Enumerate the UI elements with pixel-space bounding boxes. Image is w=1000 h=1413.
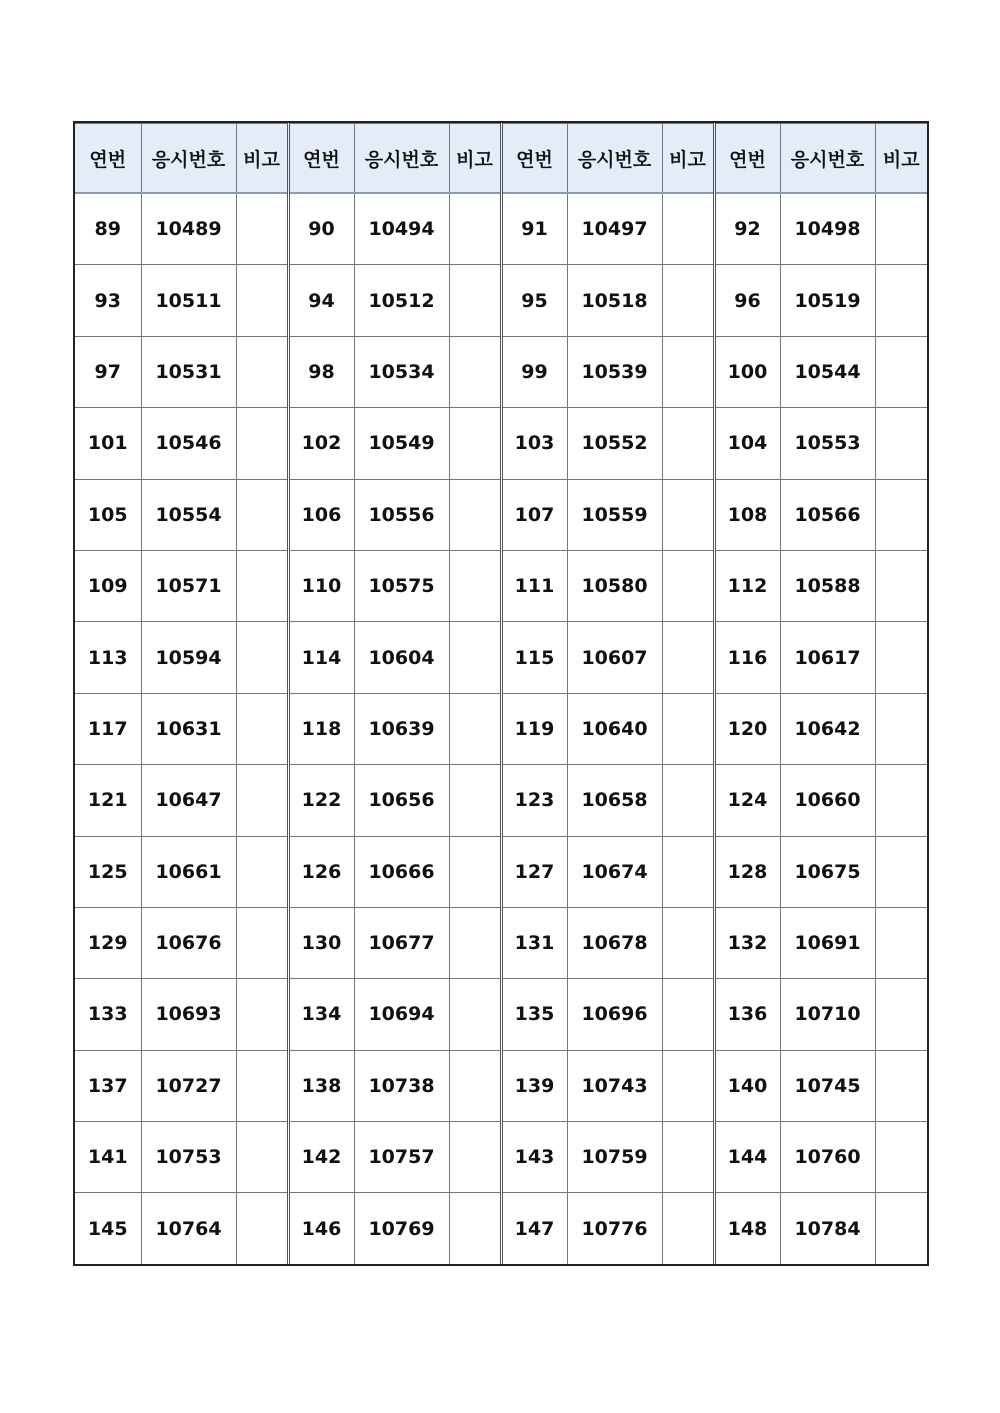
remarks-cell bbox=[449, 1122, 501, 1193]
remarks-cell bbox=[236, 479, 288, 550]
serial-number-cell: 135 bbox=[501, 979, 567, 1050]
applicant-number-cell: 10534 bbox=[354, 336, 449, 407]
serial-number-cell: 99 bbox=[501, 336, 567, 407]
remarks-cell bbox=[662, 1050, 714, 1121]
serial-number-cell: 119 bbox=[501, 693, 567, 764]
applicant-number-cell: 10656 bbox=[354, 765, 449, 836]
serial-number-cell: 145 bbox=[75, 1193, 141, 1264]
applicant-number-cell: 10594 bbox=[141, 622, 236, 693]
applicant-number-cell: 10678 bbox=[567, 907, 662, 978]
remarks-cell bbox=[236, 693, 288, 764]
remarks-cell bbox=[449, 765, 501, 836]
header-serial-number: 연번 bbox=[75, 124, 141, 194]
table-row bbox=[75, 1122, 927, 1193]
serial-number-cell: 118 bbox=[288, 693, 354, 764]
serial-number-cell: 138 bbox=[288, 1050, 354, 1121]
serial-number-cell: 139 bbox=[501, 1050, 567, 1121]
table-body bbox=[75, 193, 927, 1264]
header-applicant-number: 응시번호 bbox=[141, 124, 236, 194]
serial-number-cell: 141 bbox=[75, 1122, 141, 1193]
applicant-number-cell: 10531 bbox=[141, 336, 236, 407]
applicant-number-cell: 10617 bbox=[780, 622, 875, 693]
table-row bbox=[75, 693, 927, 764]
applicant-number-cell: 10674 bbox=[567, 836, 662, 907]
serial-number-cell: 120 bbox=[714, 693, 780, 764]
applicant-number-cell: 10489 bbox=[141, 193, 236, 265]
applicant-number-cell: 10498 bbox=[780, 193, 875, 265]
remarks-cell bbox=[875, 479, 927, 550]
serial-number-cell: 98 bbox=[288, 336, 354, 407]
applicant-number-cell: 10631 bbox=[141, 693, 236, 764]
applicant-number-cell: 10497 bbox=[567, 193, 662, 265]
header-remarks: 비고 bbox=[875, 124, 927, 194]
header-remarks: 비고 bbox=[236, 124, 288, 194]
table-row bbox=[75, 193, 927, 265]
table-row bbox=[75, 836, 927, 907]
remarks-cell bbox=[875, 408, 927, 479]
table-row bbox=[75, 265, 927, 336]
remarks-cell bbox=[875, 265, 927, 336]
remarks-cell bbox=[449, 193, 501, 265]
applicant-number-cell: 10658 bbox=[567, 765, 662, 836]
header-applicant-number: 응시번호 bbox=[354, 124, 449, 194]
serial-number-cell: 140 bbox=[714, 1050, 780, 1121]
serial-number-cell: 107 bbox=[501, 479, 567, 550]
serial-number-cell: 100 bbox=[714, 336, 780, 407]
serial-number-cell: 89 bbox=[75, 193, 141, 265]
table-row bbox=[75, 550, 927, 621]
serial-number-cell: 130 bbox=[288, 907, 354, 978]
applicant-number-table-container bbox=[73, 121, 929, 1266]
remarks-cell bbox=[662, 265, 714, 336]
applicant-number-cell: 10647 bbox=[141, 765, 236, 836]
table-row bbox=[75, 408, 927, 479]
serial-number-cell: 123 bbox=[501, 765, 567, 836]
remarks-cell bbox=[662, 1193, 714, 1264]
remarks-cell bbox=[662, 622, 714, 693]
serial-number-cell: 121 bbox=[75, 765, 141, 836]
remarks-cell bbox=[875, 765, 927, 836]
header-row bbox=[75, 124, 927, 194]
serial-number-cell: 147 bbox=[501, 1193, 567, 1264]
header-serial-number: 연번 bbox=[501, 124, 567, 194]
serial-number-cell: 128 bbox=[714, 836, 780, 907]
remarks-cell bbox=[236, 1050, 288, 1121]
serial-number-cell: 122 bbox=[288, 765, 354, 836]
serial-number-cell: 105 bbox=[75, 479, 141, 550]
remarks-cell bbox=[449, 622, 501, 693]
serial-number-cell: 117 bbox=[75, 693, 141, 764]
remarks-cell bbox=[875, 836, 927, 907]
applicant-number-cell: 10553 bbox=[780, 408, 875, 479]
remarks-cell bbox=[662, 979, 714, 1050]
serial-number-cell: 110 bbox=[288, 550, 354, 621]
table-row bbox=[75, 1193, 927, 1264]
applicant-number-cell: 10512 bbox=[354, 265, 449, 336]
serial-number-cell: 126 bbox=[288, 836, 354, 907]
serial-number-cell: 132 bbox=[714, 907, 780, 978]
table-row bbox=[75, 622, 927, 693]
remarks-cell bbox=[662, 836, 714, 907]
applicant-number-cell: 10693 bbox=[141, 979, 236, 1050]
serial-number-cell: 131 bbox=[501, 907, 567, 978]
remarks-cell bbox=[662, 550, 714, 621]
serial-number-cell: 148 bbox=[714, 1193, 780, 1264]
remarks-cell bbox=[449, 1050, 501, 1121]
serial-number-cell: 97 bbox=[75, 336, 141, 407]
applicant-number-cell: 10639 bbox=[354, 693, 449, 764]
applicant-number-cell: 10676 bbox=[141, 907, 236, 978]
applicant-number-cell: 10776 bbox=[567, 1193, 662, 1264]
serial-number-cell: 134 bbox=[288, 979, 354, 1050]
applicant-number-cell: 10494 bbox=[354, 193, 449, 265]
serial-number-cell: 142 bbox=[288, 1122, 354, 1193]
table-row bbox=[75, 1050, 927, 1121]
serial-number-cell: 125 bbox=[75, 836, 141, 907]
serial-number-cell: 146 bbox=[288, 1193, 354, 1264]
applicant-number-cell: 10642 bbox=[780, 693, 875, 764]
applicant-number-cell: 10660 bbox=[780, 765, 875, 836]
serial-number-cell: 112 bbox=[714, 550, 780, 621]
serial-number-cell: 116 bbox=[714, 622, 780, 693]
serial-number-cell: 92 bbox=[714, 193, 780, 265]
applicant-number-cell: 10769 bbox=[354, 1193, 449, 1264]
remarks-cell bbox=[875, 693, 927, 764]
serial-number-cell: 90 bbox=[288, 193, 354, 265]
serial-number-cell: 93 bbox=[75, 265, 141, 336]
remarks-cell bbox=[236, 336, 288, 407]
applicant-number-cell: 10764 bbox=[141, 1193, 236, 1264]
remarks-cell bbox=[875, 907, 927, 978]
serial-number-cell: 101 bbox=[75, 408, 141, 479]
remarks-cell bbox=[236, 193, 288, 265]
header-serial-number: 연번 bbox=[288, 124, 354, 194]
serial-number-cell: 114 bbox=[288, 622, 354, 693]
remarks-cell bbox=[662, 693, 714, 764]
remarks-cell bbox=[449, 979, 501, 1050]
remarks-cell bbox=[875, 336, 927, 407]
remarks-cell bbox=[236, 1122, 288, 1193]
serial-number-cell: 113 bbox=[75, 622, 141, 693]
remarks-cell bbox=[236, 408, 288, 479]
remarks-cell bbox=[662, 193, 714, 265]
remarks-cell bbox=[662, 479, 714, 550]
remarks-cell bbox=[449, 336, 501, 407]
applicant-number-cell: 10566 bbox=[780, 479, 875, 550]
header-remarks: 비고 bbox=[449, 124, 501, 194]
applicant-number-cell: 10710 bbox=[780, 979, 875, 1050]
table-row bbox=[75, 907, 927, 978]
serial-number-cell: 104 bbox=[714, 408, 780, 479]
serial-number-cell: 91 bbox=[501, 193, 567, 265]
header-serial-number: 연번 bbox=[714, 124, 780, 194]
applicant-number-cell: 10607 bbox=[567, 622, 662, 693]
remarks-cell bbox=[875, 979, 927, 1050]
remarks-cell bbox=[662, 1122, 714, 1193]
serial-number-cell: 115 bbox=[501, 622, 567, 693]
applicant-number-cell: 10661 bbox=[141, 836, 236, 907]
applicant-number-cell: 10745 bbox=[780, 1050, 875, 1121]
applicant-number-cell: 10759 bbox=[567, 1122, 662, 1193]
serial-number-cell: 127 bbox=[501, 836, 567, 907]
serial-number-cell: 111 bbox=[501, 550, 567, 621]
applicant-number-cell: 10757 bbox=[354, 1122, 449, 1193]
applicant-number-cell: 10511 bbox=[141, 265, 236, 336]
remarks-cell bbox=[449, 693, 501, 764]
applicant-number-cell: 10554 bbox=[141, 479, 236, 550]
remarks-cell bbox=[875, 622, 927, 693]
applicant-number-cell: 10580 bbox=[567, 550, 662, 621]
applicant-number-cell: 10694 bbox=[354, 979, 449, 1050]
serial-number-cell: 108 bbox=[714, 479, 780, 550]
serial-number-cell: 106 bbox=[288, 479, 354, 550]
remarks-cell bbox=[449, 836, 501, 907]
remarks-cell bbox=[449, 1193, 501, 1264]
applicant-number-cell: 10588 bbox=[780, 550, 875, 621]
serial-number-cell: 143 bbox=[501, 1122, 567, 1193]
remarks-cell bbox=[236, 907, 288, 978]
applicant-number-cell: 10549 bbox=[354, 408, 449, 479]
serial-number-cell: 133 bbox=[75, 979, 141, 1050]
applicant-number-cell: 10727 bbox=[141, 1050, 236, 1121]
applicant-number-cell: 10604 bbox=[354, 622, 449, 693]
serial-number-cell: 96 bbox=[714, 265, 780, 336]
applicant-number-cell: 10556 bbox=[354, 479, 449, 550]
serial-number-cell: 102 bbox=[288, 408, 354, 479]
remarks-cell bbox=[236, 836, 288, 907]
remarks-cell bbox=[449, 550, 501, 621]
applicant-number-cell: 10691 bbox=[780, 907, 875, 978]
remarks-cell bbox=[875, 1050, 927, 1121]
applicant-number-cell: 10677 bbox=[354, 907, 449, 978]
applicant-number-cell: 10544 bbox=[780, 336, 875, 407]
applicant-number-cell: 10696 bbox=[567, 979, 662, 1050]
table-row bbox=[75, 765, 927, 836]
applicant-number-cell: 10546 bbox=[141, 408, 236, 479]
table-row bbox=[75, 336, 927, 407]
applicant-number-cell: 10559 bbox=[567, 479, 662, 550]
applicant-number-cell: 10539 bbox=[567, 336, 662, 407]
applicant-number-cell: 10518 bbox=[567, 265, 662, 336]
serial-number-cell: 124 bbox=[714, 765, 780, 836]
applicant-number-cell: 10675 bbox=[780, 836, 875, 907]
applicant-number-table bbox=[75, 123, 927, 1264]
applicant-number-cell: 10738 bbox=[354, 1050, 449, 1121]
remarks-cell bbox=[449, 265, 501, 336]
header-remarks: 비고 bbox=[662, 124, 714, 194]
remarks-cell bbox=[662, 765, 714, 836]
remarks-cell bbox=[662, 336, 714, 407]
table-row bbox=[75, 479, 927, 550]
applicant-number-cell: 10666 bbox=[354, 836, 449, 907]
applicant-number-cell: 10784 bbox=[780, 1193, 875, 1264]
serial-number-cell: 144 bbox=[714, 1122, 780, 1193]
remarks-cell bbox=[662, 408, 714, 479]
serial-number-cell: 103 bbox=[501, 408, 567, 479]
remarks-cell bbox=[449, 907, 501, 978]
remarks-cell bbox=[236, 1193, 288, 1264]
serial-number-cell: 94 bbox=[288, 265, 354, 336]
applicant-number-cell: 10552 bbox=[567, 408, 662, 479]
header-applicant-number: 응시번호 bbox=[780, 124, 875, 194]
remarks-cell bbox=[236, 765, 288, 836]
remarks-cell bbox=[449, 408, 501, 479]
applicant-number-cell: 10760 bbox=[780, 1122, 875, 1193]
remarks-cell bbox=[236, 550, 288, 621]
remarks-cell bbox=[875, 1193, 927, 1264]
header-applicant-number: 응시번호 bbox=[567, 124, 662, 194]
applicant-number-cell: 10743 bbox=[567, 1050, 662, 1121]
remarks-cell bbox=[662, 907, 714, 978]
applicant-number-cell: 10519 bbox=[780, 265, 875, 336]
remarks-cell bbox=[236, 979, 288, 1050]
serial-number-cell: 109 bbox=[75, 550, 141, 621]
table-row bbox=[75, 979, 927, 1050]
serial-number-cell: 95 bbox=[501, 265, 567, 336]
remarks-cell bbox=[236, 622, 288, 693]
remarks-cell bbox=[875, 1122, 927, 1193]
remarks-cell bbox=[875, 550, 927, 621]
applicant-number-cell: 10753 bbox=[141, 1122, 236, 1193]
serial-number-cell: 129 bbox=[75, 907, 141, 978]
remarks-cell bbox=[236, 265, 288, 336]
remarks-cell bbox=[449, 479, 501, 550]
serial-number-cell: 137 bbox=[75, 1050, 141, 1121]
serial-number-cell: 136 bbox=[714, 979, 780, 1050]
applicant-number-cell: 10575 bbox=[354, 550, 449, 621]
applicant-number-cell: 10571 bbox=[141, 550, 236, 621]
applicant-number-cell: 10640 bbox=[567, 693, 662, 764]
remarks-cell bbox=[875, 193, 927, 265]
